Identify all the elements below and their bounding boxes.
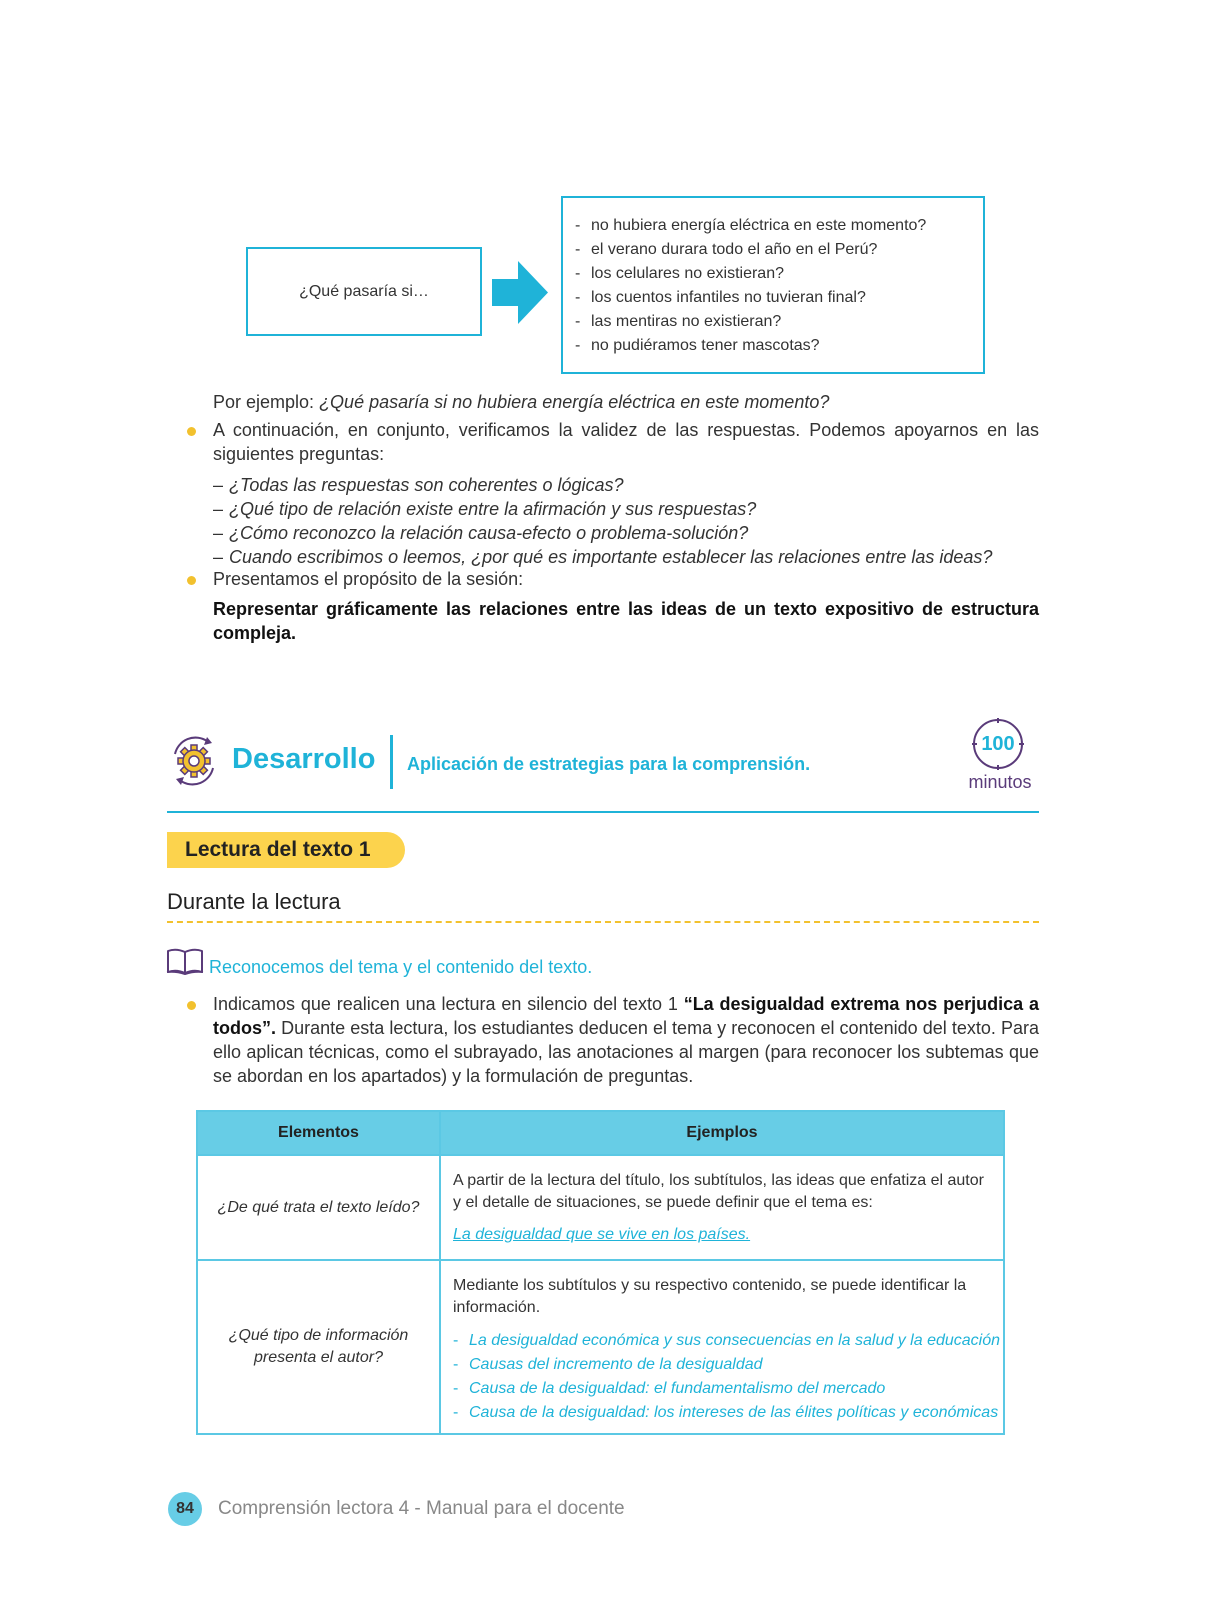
bullet-reading: Indicamos que realicen una lectura en silencio del texto 1 “La desigualdad extrema nos perjudica a todos”. Durante esta lectura, los estudiantes deducen el tema y reconocen el contenido del texto. Para ello aplican técnicas, como el subrayado, las anotaciones al margen (para reconocer los subtemas que se abordan en los apartados) y la formulación de preguntas.	[213, 994, 1039, 1086]
page-number: 84	[168, 1492, 202, 1526]
divider	[390, 735, 393, 789]
bullet-dot	[187, 427, 196, 436]
diagram-options-list	[575, 214, 971, 358]
list-item: - no hubiera energía eléctrica en este momento?	[575, 217, 927, 234]
gear-cycle-icon	[167, 734, 221, 788]
timer-icon	[971, 717, 1025, 771]
reconocemos-heading: Reconocemos del tema y el contenido del texto.	[209, 957, 593, 977]
example-line: Por ejemplo: ¿Qué pasaría si no hubiera energía eléctrica en este momento?	[213, 392, 830, 412]
column-header: Ejemplos	[440, 1111, 1004, 1155]
list-item: – ¿Todas las respuestas son coherentes o lógicas?	[213, 475, 624, 495]
minutes-label: minutos	[968, 772, 1032, 792]
list-item: - no pudiéramos tener mascotas?	[575, 337, 820, 354]
example-cell: Mediante los subtítulos y su respectivo contenido, se puede identificar la información. - La desigualdad económica y sus consecuencias en la salud y la educación - Causas del incremento de la desigualdad - Causa de la desigualdad: el fundamentalismo del mercado - Causa de la desigualdad: los intereses de las élites políticas y económicas	[440, 1260, 1004, 1434]
table-row	[197, 1260, 1004, 1434]
dashed-rule	[167, 921, 1039, 923]
verify-questions-list	[213, 473, 992, 569]
list-item: - los cuentos infantiles no tuvieran final?	[575, 289, 866, 306]
diagram-options-box	[561, 196, 985, 374]
diagram-question-box	[246, 247, 482, 336]
topic-answer: La desigualdad que se vive en los países.	[453, 1226, 751, 1243]
table-row	[197, 1155, 1004, 1260]
list-item: – ¿Cómo reconozco la relación causa-efecto o problema-solución?	[213, 523, 749, 543]
footer-title: Comprensión lectora 4 - Manual para el docente	[218, 1498, 625, 1519]
example-cell: A partir de la lectura del título, los subtítulos, las ideas que enfatiza el autor y el detalle de situaciones, se puede definir que el tema es: La desigualdad que se vive en los países.	[440, 1155, 1004, 1260]
table-header-row	[197, 1111, 1004, 1155]
element-question: ¿Qué tipo de información presenta el autor?	[197, 1260, 440, 1434]
list-item: - las mentiras no existieran?	[575, 313, 782, 330]
list-item: - La desigualdad económica y sus consecuencias en la salud y la educación	[453, 1332, 1001, 1349]
elements-table	[196, 1110, 1005, 1435]
column-header: Elementos	[197, 1111, 440, 1155]
list-item: - Causa de la desigualdad: los intereses de las élites políticas y económicas	[453, 1404, 999, 1421]
section-title: Desarrollo	[232, 743, 376, 775]
subtopics-list	[453, 1329, 1001, 1425]
lectura-tab: Lectura del texto 1	[167, 832, 405, 868]
list-item: - el verano durara todo el año en el Perú?	[575, 241, 878, 258]
arrow-right-icon	[492, 261, 548, 324]
session-purpose: Representar gráficamente las relaciones entre las ideas de un texto expositivo de estructura compleja.	[213, 599, 1039, 643]
list-item: – ¿Qué tipo de relación existe entre la afirmación y sus respuestas?	[213, 499, 757, 519]
bullet-purpose: Presentamos el propósito de la sesión:	[213, 569, 524, 589]
diagram-question-text: ¿Qué pasaría si…	[299, 282, 429, 300]
list-item: - Causa de la desigualdad: el fundamentalismo del mercado	[453, 1380, 886, 1397]
section-subtitle: Aplicación de estrategias para la comprensión.	[407, 754, 811, 774]
list-item: - los celulares no existieran?	[575, 265, 784, 282]
timer-value: 100	[981, 732, 1015, 755]
section-rule	[167, 811, 1039, 813]
bullet-verify: A continuación, en conjunto, verificamos la validez de las respuestas. Podemos apoyarnos en las siguientes preguntas:	[213, 420, 1039, 464]
subsection-title: Durante la lectura	[167, 889, 341, 914]
element-question: ¿De qué trata el texto leído?	[197, 1155, 440, 1260]
list-item: - Causas del incremento de la desigualdad	[453, 1356, 763, 1373]
bullet-dot	[187, 1001, 196, 1010]
bullet-dot	[187, 576, 196, 585]
open-book-icon	[166, 947, 204, 975]
list-item: – Cuando escribimos o leemos, ¿por qué es importante establecer las relaciones entre las ideas?	[213, 547, 993, 567]
